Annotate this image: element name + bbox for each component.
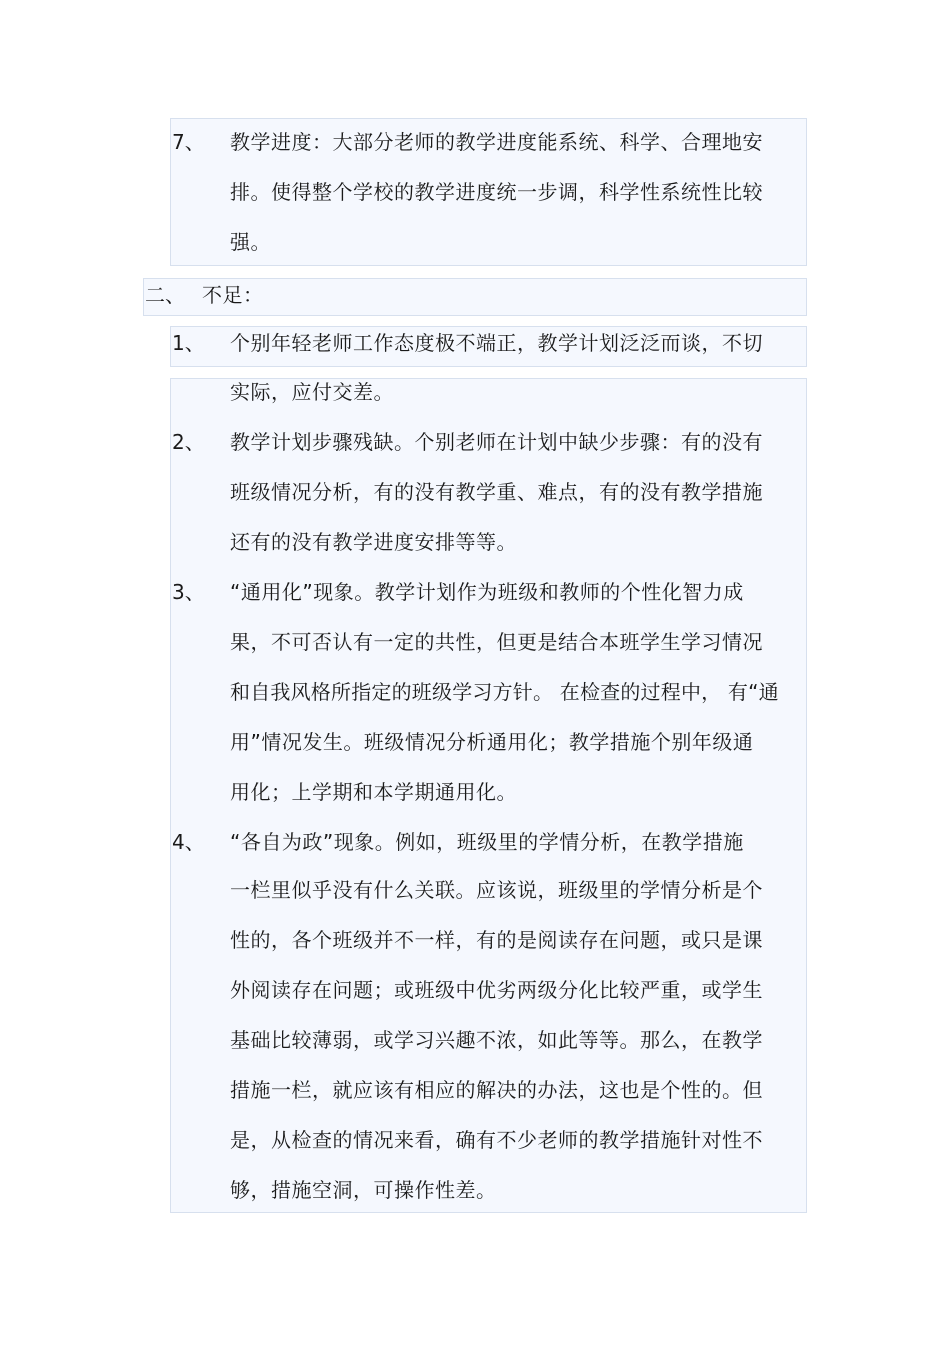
deficiency-4-line: 是，从检查的情况来看，确有不少老师的教学措施针对性不 <box>230 1128 763 1152</box>
deficiency-3-line: 用”情况发生。班级情况分析通用化；教学措施个别年级通 <box>230 730 754 754</box>
deficiency-4-line: 外阅读存在问题；或班级中优劣两级分化比较严重，或学生 <box>230 978 763 1002</box>
deficiency-2-line: 班级情况分析，有的没有教学重、难点，有的没有教学措施 <box>230 480 763 504</box>
deficiency-2-line: 还有的没有教学进度安排等等。 <box>230 530 517 554</box>
deficiency-3-line: 和自我风格所指定的班级学习方针。 在检查的过程中， 有“通 <box>230 680 779 704</box>
deficiency-4-line: 一栏里似乎没有什么关联。应该说，班级里的学情分析是个 <box>230 878 763 902</box>
deficiency-3-line: 用化；上学期和本学期通用化。 <box>230 780 517 804</box>
item-7-line: 强。 <box>230 230 271 254</box>
item-7-number: 7、 <box>172 130 205 154</box>
deficiency-4-number: 4、 <box>172 830 205 854</box>
deficiency-2-line: 教学计划步骤残缺。个别老师在计划中缺少步骤：有的没有 <box>230 430 763 454</box>
deficiency-1-line: 个别年轻老师工作态度极不端正，教学计划泛泛而谈，不切 <box>230 331 763 355</box>
deficiency-3-line: “通用化”现象。教学计划作为班级和教师的个性化智力成 <box>230 580 744 604</box>
item-7-line: 排。使得整个学校的教学进度统一步调，科学性系统性比较 <box>230 180 763 204</box>
deficiency-4-line: 措施一栏，就应该有相应的解决的办法，这也是个性的。但 <box>230 1078 763 1102</box>
deficiency-1-line: 实际，应付交差。 <box>230 380 394 404</box>
item-7-line: 教学进度：大部分老师的教学进度能系统、科学、合理地安 <box>230 130 763 154</box>
deficiency-3-line: 果，不可否认有一定的共性，但更是结合本班学生学习情况 <box>230 630 763 654</box>
deficiency-4-line: 性的，各个班级并不一样，有的是阅读存在问题，或只是课 <box>230 928 763 952</box>
deficiency-4-line: 够，措施空洞，可操作性差。 <box>230 1178 497 1202</box>
deficiency-4-line: “各自为政”现象。例如，班级里的学情分析，在教学措施 <box>230 830 744 854</box>
deficiency-4-line: 基础比较薄弱，或学习兴趣不浓，如此等等。那么，在教学 <box>230 1028 763 1052</box>
section-2-title: 不足： <box>202 283 264 307</box>
deficiency-1-number: 1、 <box>172 331 205 355</box>
deficiency-3-number: 3、 <box>172 580 205 604</box>
deficiency-2-number: 2、 <box>172 430 205 454</box>
section-2-number: 二、 <box>145 283 185 307</box>
